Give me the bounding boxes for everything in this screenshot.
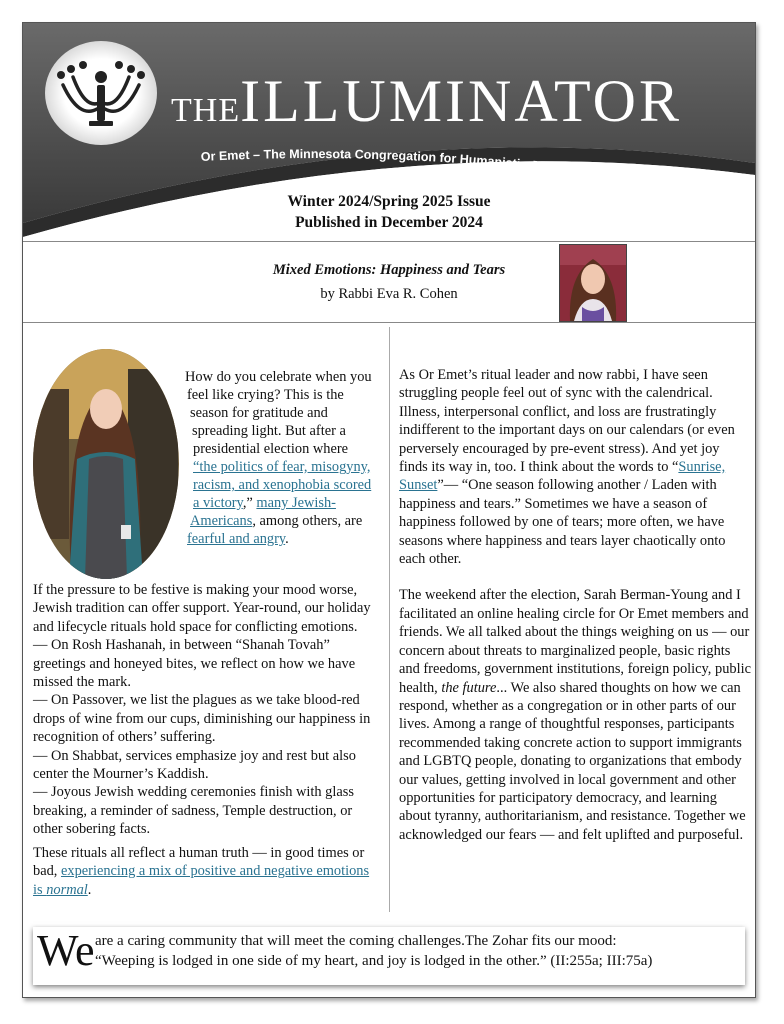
leader-text: As Or Emet’s ritual leader and now rabbi, I have seen struggling people feel out of sync with the calendrical. Illness, interpersonal conflict, and loss are frustratingly indifferent to the important days on our calendars (or even perversely encouraged by pre-event stress). And yet joy finds its way in, too. I think about the words to “	[399, 367, 735, 476]
jewish-americans-link[interactable]: many Jewish-	[256, 495, 336, 511]
quote-drop-word: We	[37, 926, 95, 975]
healing-text-end: ... We also shared thoughts on how we can respond, whether as a congregation or in other parts of our lives. Among a range of thoughtful responses, participants recommended taking concrete action to support immigrants and LGBTQ people, donating to organizations that embody our values, getting involved in local government and other opportunities for participatory democracy, and learning about tyranny, authoritarianism, and resistance. Together we acknowledged our fears — and felt uplifted and purposeful.	[399, 679, 746, 843]
after-americans-link: , among others, are	[252, 513, 363, 529]
intro-line-2: feel like crying? This is the	[187, 387, 344, 403]
author-headshot	[559, 244, 627, 322]
election-link-line-1[interactable]: “the politics of fear, misogyny,	[193, 459, 371, 475]
intro-line-5: presidential election where	[193, 441, 349, 457]
title-the: THE	[171, 92, 241, 129]
normal-emphasis: normal	[46, 881, 88, 898]
after-fearful-link: .	[285, 531, 289, 547]
support-paragraph: If the pressure to be festive is making your mood worse, Jewish tradition can offer support. Year-round, our holiday and lifecycle rituals hold space for conflicting emotions.	[33, 582, 371, 635]
intro-line-9	[190, 512, 362, 530]
election-link-line-2[interactable]: racism, and xenophobia scored	[193, 477, 372, 493]
title-main: ILLUMINATOR	[240, 68, 682, 134]
left-body	[33, 581, 379, 899]
ritual-item-3: — On Shabbat, services emphasize joy and rest but also center the Mourner’s Kaddish.	[33, 747, 356, 783]
ritual-item-2: — On Passover, we list the plagues as we take blood-red drops of wine from our cups, diminishing our happiness in recognition of others’ suffering.	[33, 692, 371, 746]
article-header	[23, 241, 755, 323]
mixed-emotions-link[interactable]	[33, 863, 369, 897]
newsletter-title	[171, 67, 682, 136]
issue-line: Winter 2024/Spring 2025 Issue	[287, 193, 491, 210]
healing-circle-paragraph	[399, 586, 751, 844]
menorah-logo-icon	[45, 41, 157, 145]
tagline: Or Emet – The Minnesota Congregation for Humanistic Judaism	[200, 147, 582, 178]
intro-line-8	[193, 494, 336, 512]
intro-line-4: spreading light. But after a	[192, 423, 346, 439]
after-election-link: ,”	[242, 495, 257, 511]
masthead	[23, 23, 755, 263]
rabbi-portrait	[33, 349, 179, 579]
newsletter-page	[22, 22, 756, 998]
article-byline: by Rabbi Eva R. Cohen	[320, 286, 458, 302]
healing-text: The weekend after the election, Sarah Berman-Young and I facilitated an online healing circle for Or Emet members and friends. We all talked about the things weighing on us — our concern about threats to marginalized people, basic rights and freedoms, government institutions, foreign policy, public health,	[399, 587, 751, 696]
quote-line-2: “Weeping is lodged in one side of my heart, and joy is lodged in the other.” (II:255a; III:75a)	[95, 953, 653, 969]
ritual-leader-paragraph	[399, 366, 751, 568]
intro-line-1: How do you celebrate when you	[185, 369, 372, 385]
quote-line-1: are a caring community that will meet the coming challenges.The Zohar fits our mood:	[95, 933, 617, 949]
portrait-image	[33, 349, 179, 579]
intro-line-10	[187, 530, 289, 548]
sunrise-sunset-link[interactable]: Sunrise, Sunset	[399, 459, 726, 494]
mixed-emotions-link-text: experiencing a mix of positive and negative emotions is	[33, 863, 370, 898]
quote-box	[33, 927, 745, 985]
column-divider	[389, 327, 390, 912]
headshot-image	[560, 245, 626, 321]
fearful-angry-link[interactable]: fearful and angry	[187, 531, 286, 547]
right-column	[399, 345, 751, 844]
intro-line-3: season for gratitude and	[190, 405, 328, 421]
truth-end: .	[87, 881, 92, 898]
truth-text: These rituals all reflect a human truth — in good times or bad,	[33, 844, 365, 880]
published-line: Published in December 2024	[295, 214, 483, 231]
article-title: Mixed Emotions: Happiness and Tears	[272, 262, 506, 278]
future-emphasis: the future	[441, 679, 497, 696]
leader-text-end: ”— “One season following another / Laden with happiness and tears.” Sometimes we have a season of happiness followed by one of tears; more often, we have seasons where happiness and tears layer chaotically onto each other.	[399, 477, 726, 568]
ritual-item-1: — On Rosh Hashanah, in between “Shanah Tovah” greetings and honeyed bites, we reflect on how we have missed the mark.	[33, 637, 356, 691]
human-truth-paragraph	[33, 844, 379, 899]
election-link-line-3[interactable]: a victory	[193, 495, 243, 511]
ritual-item-4: — Joyous Jewish wedding ceremonies finish with glass breaking, a reminder of sadness, Temple destruction, or other sobering facts.	[33, 784, 354, 838]
jewish-americans-link-2[interactable]: Americans	[190, 513, 253, 529]
